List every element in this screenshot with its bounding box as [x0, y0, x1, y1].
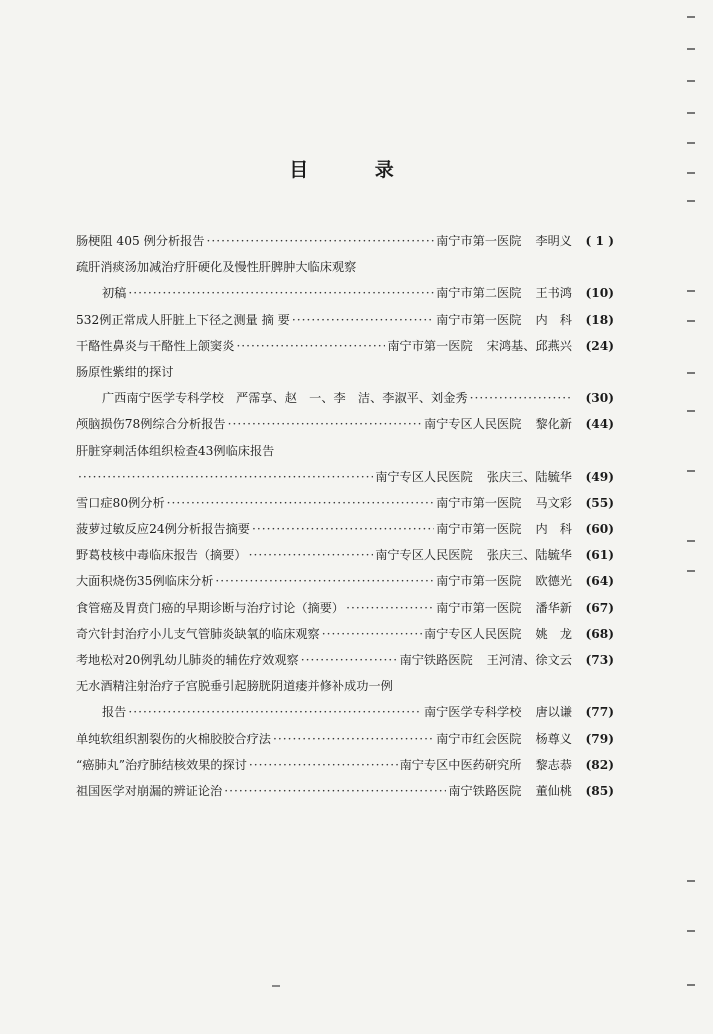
- toc-entry-org: 南宁专区人民医院: [375, 469, 473, 484]
- toc-entry: [76, 337, 614, 363]
- toc-entry-org: 南宁市第一医院: [436, 600, 522, 615]
- toc-entry-page: (55): [585, 495, 614, 510]
- toc-entry: [76, 572, 614, 598]
- toc-entry-author: 李明义: [535, 234, 572, 248]
- dot-leader: [249, 548, 374, 562]
- toc-entry-org: 南宁医学专科学校: [423, 705, 522, 720]
- toc-entry-page: (82): [585, 757, 614, 772]
- toc-entry-title: 肝脏穿刺活体组织检查43例临床报告: [76, 443, 275, 458]
- toc-entry-author: 王河清、徐文云: [486, 653, 572, 667]
- dot-leader: [236, 339, 385, 353]
- toc-entry-author: 马文彩: [535, 495, 572, 510]
- toc-entry-page: (24): [585, 338, 614, 353]
- toc-entry-org: 南宁专区中医药研究所: [399, 757, 522, 772]
- page-title: 目 录: [289, 159, 424, 181]
- toc-entry-org: 南宁市第一医院: [387, 338, 473, 353]
- toc-entry-title: 颅脑损伤78例综合分析报告: [76, 417, 226, 432]
- toc-entry-title: 考地松对20例乳幼儿肺炎的辅佐疗效观察: [76, 653, 299, 667]
- toc-entry: [76, 703, 614, 729]
- toc-entry-page: (49): [585, 469, 614, 484]
- footer-mark: [272, 985, 280, 987]
- toc-entry: [76, 546, 614, 572]
- toc-entry-org: 南宁市第一医院: [436, 312, 522, 327]
- dot-leader: [322, 627, 422, 641]
- toc-entry-title: 食管癌及胃贲门癌的早期诊断与治疗讨论（摘要）: [76, 600, 345, 615]
- toc-entry-title: 无水酒精注射治疗子宫脱垂引起膀胱阴道瘘并修补成功一例: [76, 679, 393, 694]
- toc-entry-org: 南宁市第一医院: [436, 574, 522, 589]
- dot-leader: [128, 286, 434, 300]
- toc-entry-title: 单纯软组织割裂伤的火棉胶胶合疗法: [76, 731, 271, 746]
- toc-entry: [76, 468, 614, 494]
- toc-entry-org: 南宁铁路医院: [448, 783, 522, 798]
- dot-leader: [292, 313, 434, 327]
- dot-leader: [207, 234, 435, 248]
- toc-entry: [76, 415, 614, 441]
- toc-entry-author: 张庆三、陆毓华: [486, 548, 572, 563]
- toc-entry-org: 南宁市第一医院: [436, 495, 522, 510]
- toc-entry-title: 初稿: [102, 286, 127, 301]
- toc-entry: [76, 520, 614, 546]
- toc-entry: [76, 599, 614, 625]
- toc-entry-page: (67): [585, 600, 614, 615]
- toc-entry-author: 杨尊义: [535, 731, 572, 746]
- toc-entry-org: 南宁市第一医院: [436, 522, 522, 537]
- toc-entry-title: “癌肺丸”治疗肺结核效果的探讨: [76, 757, 247, 772]
- toc-entry-page: ( 1 ): [585, 234, 614, 248]
- toc-entry-author: 内 科: [535, 522, 572, 537]
- toc-entry-org: 南宁专区人民医院: [423, 417, 522, 432]
- dot-leader: [167, 496, 434, 510]
- table-of-contents: [76, 232, 614, 808]
- dot-leader: [346, 601, 434, 615]
- toc-entry-page: (68): [585, 626, 614, 641]
- toc-entry-author: 王书鸿: [535, 286, 572, 301]
- toc-entry: [76, 442, 614, 468]
- toc-entry-page: (60): [585, 522, 614, 537]
- toc-entry-page: (18): [585, 312, 614, 327]
- toc-entry-page: (73): [585, 653, 614, 667]
- toc-entry-page: (77): [585, 705, 614, 720]
- toc-entry: [76, 756, 614, 782]
- dot-leader: [273, 732, 434, 746]
- toc-entry-title: 532例正常成人肝脏上下径之测量 摘 要: [76, 312, 290, 327]
- toc-entry-org: 南宁专区人民医院: [423, 626, 522, 641]
- toc-entry-author: 姚 龙: [535, 626, 572, 641]
- toc-entry-org: 南宁专区人民医院: [375, 548, 473, 563]
- dot-leader: [224, 784, 446, 798]
- toc-entry-author: 董仙桃: [535, 783, 572, 798]
- toc-entry-title: 报告: [102, 705, 127, 720]
- dot-leader: [249, 758, 398, 772]
- toc-entry-org: 南宁市红会医院: [436, 731, 522, 746]
- toc-entry: [76, 363, 614, 389]
- toc-entry-page: (79): [585, 731, 614, 746]
- toc-entry: [76, 730, 614, 756]
- toc-entry: [76, 284, 614, 310]
- toc-entry-page: (61): [585, 548, 614, 563]
- toc-entry: [76, 232, 614, 258]
- dot-leader: [128, 705, 422, 719]
- toc-entry-title: 肠梗阻 405 例分析报告: [76, 234, 205, 248]
- toc-entry-page: (10): [585, 286, 614, 301]
- toc-entry: [76, 625, 614, 651]
- toc-entry-title: 菠萝过敏反应24例分析报告摘要: [76, 522, 250, 537]
- toc-entry-author: 欧德光: [535, 574, 572, 589]
- toc-entry: [76, 389, 614, 415]
- toc-entry: [76, 258, 614, 284]
- toc-entry: [76, 677, 614, 703]
- toc-entry-author: 张庆三、陆毓华: [486, 469, 572, 484]
- toc-entry: [76, 494, 614, 520]
- toc-entry-org: 南宁市第二医院: [436, 286, 522, 301]
- toc-entry-author: 黎志恭: [535, 757, 572, 772]
- toc-entry-author: 唐以谦: [535, 705, 572, 720]
- toc-entry-author: 内 科: [535, 312, 572, 327]
- toc-entry-org: 南宁铁路医院: [399, 653, 473, 667]
- toc-entry-title: 干酪性鼻炎与干酪性上颌窦炎: [76, 338, 235, 353]
- toc-entry-page: (64): [585, 574, 614, 589]
- toc-entry-page: (85): [585, 783, 614, 798]
- dot-leader: [215, 574, 434, 588]
- toc-entry-title: 广西南宁医学专科学校 严霈享、赵 一、李 洁、李淑平、刘金秀: [102, 391, 468, 406]
- toc-entry-author: 潘华新: [535, 600, 572, 615]
- dot-leader: [78, 470, 373, 484]
- toc-entry-title: 祖国医学对崩漏的辨证论治: [76, 783, 223, 798]
- toc-entry-author: 黎化新: [535, 417, 572, 432]
- toc-entry: [76, 311, 614, 337]
- toc-entry-title: 野葛枝核中毒临床报告（摘要）: [76, 548, 247, 563]
- dot-leader: [470, 391, 570, 405]
- toc-entry: [76, 782, 614, 808]
- toc-entry-title: 疏肝消痰汤加减治疗肝硬化及慢性肝脾肿大临床观察: [76, 260, 357, 275]
- dot-leader: [301, 653, 398, 667]
- toc-entry-author: 宋鸿基、邱燕兴: [486, 338, 572, 353]
- scan-edge-marks: [673, 0, 713, 1034]
- toc-entry-org: 南宁市第一医院: [436, 234, 522, 248]
- toc-entry: [76, 651, 614, 677]
- dot-leader: [252, 522, 434, 536]
- toc-entry-title: 雪口症80例分析: [76, 495, 165, 510]
- toc-entry-title: 大面积烧伤35例临床分析: [76, 574, 214, 589]
- toc-entry-title: 奇穴针封治疗小儿支气管肺炎缺氧的临床观察: [76, 626, 320, 641]
- toc-entry-page: (44): [585, 417, 614, 432]
- dot-leader: [228, 417, 422, 431]
- toc-entry-title: 肠原性紫绀的探讨: [76, 364, 174, 379]
- toc-entry-page: (30): [585, 391, 614, 406]
